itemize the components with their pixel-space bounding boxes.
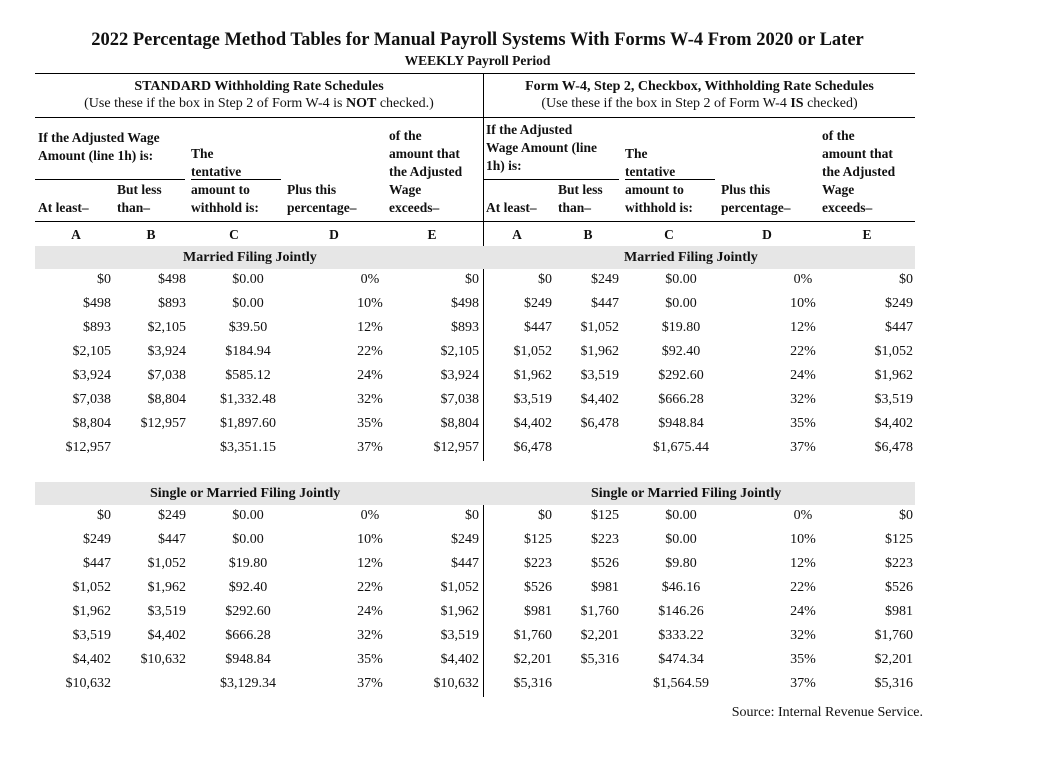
s1-left-tentative: $1,332.48 (220, 392, 276, 407)
s2-left-percentage: 35% (357, 652, 383, 667)
s1-right-percentage: 24% (790, 368, 816, 383)
s1-right-at-least: $3,519 (513, 392, 552, 407)
s2-right-percentage: 35% (790, 652, 816, 667)
header-rule (35, 117, 915, 118)
s1-right-exceeds: $1,052 (874, 344, 913, 359)
s1-right-percentage: 0% (793, 272, 813, 287)
s1-left-percentage: 35% (357, 416, 383, 431)
s2-left-tentative: $3,129.34 (220, 676, 276, 691)
s1-right-exceeds: $6,478 (874, 440, 913, 455)
section2-band (35, 482, 915, 505)
s1-left-tentative: $1,897.60 (220, 416, 276, 431)
s1-left-exceeds: $498 (451, 296, 479, 311)
s1-left-but-less: $498 (158, 272, 186, 287)
divider-header (483, 73, 484, 246)
col-letter-e-right: E (862, 227, 872, 242)
left-of-amount-header: of the amount that the Adjusted Wage exceeds– (389, 128, 463, 215)
s1-right-tentative: $666.28 (658, 392, 704, 407)
s2-left-but-less: $3,519 (147, 604, 186, 619)
s2-right-but-less: $526 (591, 556, 619, 571)
s2-left-but-less: $1,052 (147, 556, 186, 571)
s2-left-at-least: $0 (97, 508, 111, 523)
s1-right-at-least: $249 (524, 296, 552, 311)
s2-right-exceeds: $1,760 (874, 628, 913, 643)
s1-right-tentative: $92.40 (661, 344, 701, 359)
top-rule (35, 73, 915, 74)
s1-left-but-less: $7,038 (147, 368, 186, 383)
s2-right-percentage: 10% (790, 532, 816, 547)
s2-left-tentative: $19.80 (228, 556, 268, 571)
s2-left-but-less: $249 (158, 508, 186, 523)
right-plus-header: Plus this percentage– (721, 182, 791, 215)
s2-right-but-less: $2,201 (580, 628, 619, 643)
s1-right-exceeds: $4,402 (874, 416, 913, 431)
s2-left-percentage: 10% (357, 532, 383, 547)
s1-left-at-least: $0 (97, 272, 111, 287)
col-letter-c-right: C (664, 227, 674, 242)
s2-right-tentative: $474.34 (658, 652, 704, 667)
s1-left-tentative: $39.50 (228, 320, 268, 335)
s1-left-at-least: $8,804 (72, 416, 111, 431)
s2-right-tentative: $9.80 (665, 556, 697, 571)
s2-left-percentage: 32% (357, 628, 383, 643)
s1-right-exceeds: $3,519 (874, 392, 913, 407)
s2-left-but-less: $4,402 (147, 628, 186, 643)
s2-left-at-least: $249 (83, 532, 111, 547)
right-tentative-header: The tentative amount to withhold is: (625, 146, 693, 215)
s2-right-exceeds: $526 (885, 580, 913, 595)
s2-left-at-least: $1,052 (72, 580, 111, 595)
s2-left-tentative: $292.60 (225, 604, 271, 619)
s1-right-but-less: $249 (591, 272, 619, 287)
page-title: 2022 Percentage Method Tables for Manual Payroll Systems With Forms W-4 From 2020 or Later (91, 30, 864, 50)
s1-right-percentage: 12% (790, 320, 816, 335)
s2-right-but-less: $1,760 (580, 604, 619, 619)
s1-right-at-least: $0 (538, 272, 552, 287)
standard-schedule-title: STANDARD Withholding Rate Schedules (134, 79, 384, 94)
source-note: Source: Internal Revenue Service. (731, 705, 923, 720)
s1-right-at-least: $4,402 (513, 416, 552, 431)
right-but-less-header: But less than– (558, 182, 603, 215)
s1-right-at-least: $447 (524, 320, 552, 335)
s2-left-at-least: $4,402 (72, 652, 111, 667)
standard-schedule-note: (Use these if the box in Step 2 of Form W-4 is NOT checked.) (84, 96, 434, 111)
s2-right-at-least: $526 (524, 580, 552, 595)
s1-left-exceeds: $893 (451, 320, 479, 335)
s1-left-tentative: $0.00 (232, 296, 264, 311)
s1-right-at-least: $6,478 (513, 440, 552, 455)
left-but-less-header: But less than– (117, 182, 162, 215)
s2-right-exceeds: $223 (885, 556, 913, 571)
s1-right-percentage: 35% (790, 416, 816, 431)
s1-left-percentage: 37% (357, 440, 383, 455)
s1-right-exceeds: $0 (899, 272, 913, 287)
s1-left-but-less: $3,924 (147, 344, 186, 359)
checkbox-schedule-note: (Use these if the box in Step 2 of Form W-4 IS checked) (541, 96, 858, 111)
section2-left-label: Single or Married Filing Jointly (150, 486, 341, 501)
s2-right-but-less: $125 (591, 508, 619, 523)
s2-right-percentage: 0% (793, 508, 813, 523)
s2-left-but-less: $447 (158, 532, 186, 547)
s1-right-but-less: $3,519 (580, 368, 619, 383)
s2-left-percentage: 24% (357, 604, 383, 619)
s1-right-exceeds: $447 (885, 320, 913, 335)
s1-left-exceeds: $7,038 (440, 392, 479, 407)
left-plus-header: Plus this percentage– (287, 182, 357, 215)
s1-left-but-less: $893 (158, 296, 186, 311)
s2-right-tentative: $146.26 (658, 604, 704, 619)
s2-left-tentative: $948.84 (225, 652, 271, 667)
left-tentative-rule (191, 179, 281, 180)
column-letters (0, 226, 1047, 242)
s2-right-exceeds: $0 (899, 508, 913, 523)
s2-right-tentative: $0.00 (665, 532, 697, 547)
s2-left-percentage: 12% (357, 556, 383, 571)
s1-left-tentative: $0.00 (232, 272, 264, 287)
col-letter-c: C (229, 227, 239, 242)
s2-left-exceeds: $1,962 (440, 604, 479, 619)
col-letter-b: B (146, 227, 156, 242)
s1-right-exceeds: $249 (885, 296, 913, 311)
s2-left-tentative: $92.40 (228, 580, 268, 595)
s2-left-exceeds: $0 (465, 508, 479, 523)
s1-left-but-less: $2,105 (147, 320, 186, 335)
s1-left-but-less: $8,804 (147, 392, 186, 407)
section2-right-label: Single or Married Filing Jointly (591, 486, 782, 501)
s1-left-at-least: $3,924 (72, 368, 111, 383)
s2-left-tentative: $0.00 (232, 532, 264, 547)
s1-right-percentage: 10% (790, 296, 816, 311)
s2-left-tentative: $0.00 (232, 508, 264, 523)
s2-left-percentage: 0% (360, 508, 380, 523)
section1-left-label: Married Filing Jointly (183, 250, 317, 265)
s2-left-at-least: $10,632 (65, 676, 111, 691)
left-wage-header: If the Adjusted Wage Amount (line 1h) is: (38, 130, 160, 163)
page-subtitle: WEEKLY Payroll Period (404, 53, 551, 68)
s2-left-but-less: $10,632 (140, 652, 186, 667)
s1-right-tentative: $1,675.44 (653, 440, 709, 455)
s2-right-at-least: $0 (538, 508, 552, 523)
s1-left-percentage: 24% (357, 368, 383, 383)
s1-left-tentative: $585.12 (225, 368, 271, 383)
s2-right-at-least: $223 (524, 556, 552, 571)
s2-left-tentative: $666.28 (225, 628, 271, 643)
s1-left-tentative: $3,351.15 (220, 440, 276, 455)
col-letter-b-right: B (583, 227, 593, 242)
s2-left-at-least: $1,962 (72, 604, 111, 619)
right-at-least-header: At least– (486, 200, 537, 215)
s1-right-but-less: $6,478 (580, 416, 619, 431)
s1-right-tentative: $0.00 (665, 272, 697, 287)
s2-left-at-least: $3,519 (72, 628, 111, 643)
s2-left-percentage: 22% (357, 580, 383, 595)
s2-left-percentage: 37% (357, 676, 383, 691)
s2-right-at-least: $1,760 (513, 628, 552, 643)
s2-right-tentative: $0.00 (665, 508, 697, 523)
s1-left-percentage: 12% (357, 320, 383, 335)
s2-left-exceeds: $10,632 (433, 676, 479, 691)
s2-right-exceeds: $2,201 (874, 652, 913, 667)
s2-right-but-less: $5,316 (580, 652, 619, 667)
s1-right-but-less: $1,052 (580, 320, 619, 335)
s1-left-percentage: 10% (357, 296, 383, 311)
letters-top-rule (35, 221, 915, 222)
s2-left-exceeds: $1,052 (440, 580, 479, 595)
checkbox-schedule-title: Form W-4, Step 2, Checkbox, Withholding Rate Schedules (525, 79, 874, 94)
s2-right-tentative: $1,564.59 (653, 676, 709, 691)
s1-right-at-least: $1,052 (513, 344, 552, 359)
s2-right-at-least: $125 (524, 532, 552, 547)
s2-right-exceeds: $125 (885, 532, 913, 547)
s1-left-percentage: 32% (357, 392, 383, 407)
s2-right-tentative: $333.22 (658, 628, 704, 643)
right-of-amount-header: of the amount that the Adjusted Wage exceeds– (822, 128, 896, 215)
right-ab-rule (484, 179, 619, 180)
s1-right-percentage: 37% (790, 440, 816, 455)
s1-right-tentative: $948.84 (658, 416, 704, 431)
s2-right-exceeds: $981 (885, 604, 913, 619)
s2-left-but-less: $1,962 (147, 580, 186, 595)
s1-left-exceeds: $3,924 (440, 368, 479, 383)
s1-right-tentative: $292.60 (658, 368, 704, 383)
s1-left-at-least: $12,957 (65, 440, 111, 455)
s1-left-at-least: $893 (83, 320, 111, 335)
s1-left-percentage: 0% (360, 272, 380, 287)
s2-right-percentage: 24% (790, 604, 816, 619)
s1-right-tentative: $19.80 (661, 320, 701, 335)
right-wage-header: If the Adjusted Wage Amount (line 1h) is: (486, 122, 598, 173)
s2-right-percentage: 37% (790, 676, 816, 691)
s2-right-but-less: $223 (591, 532, 619, 547)
s1-left-percentage: 22% (357, 344, 383, 359)
s2-right-tentative: $46.16 (661, 580, 701, 595)
s2-right-at-least: $981 (524, 604, 552, 619)
s2-right-percentage: 32% (790, 628, 816, 643)
col-letter-a: A (71, 227, 81, 242)
s1-left-at-least: $7,038 (72, 392, 111, 407)
s2-left-exceeds: $447 (451, 556, 479, 571)
s1-left-tentative: $184.94 (225, 344, 271, 359)
s1-left-exceeds: $12,957 (433, 440, 479, 455)
s1-right-exceeds: $1,962 (874, 368, 913, 383)
col-letter-e: E (427, 227, 437, 242)
s2-right-at-least: $5,316 (513, 676, 552, 691)
s1-left-exceeds: $8,804 (440, 416, 479, 431)
s1-right-but-less: $4,402 (580, 392, 619, 407)
section1-right-label: Married Filing Jointly (624, 250, 758, 265)
s1-left-exceeds: $0 (465, 272, 479, 287)
s2-left-exceeds: $249 (451, 532, 479, 547)
s2-left-exceeds: $4,402 (440, 652, 479, 667)
s1-right-but-less: $447 (591, 296, 619, 311)
s1-left-but-less: $12,957 (140, 416, 186, 431)
s1-right-tentative: $0.00 (665, 296, 697, 311)
s1-right-percentage: 32% (790, 392, 816, 407)
s1-left-at-least: $2,105 (72, 344, 111, 359)
s1-left-exceeds: $2,105 (440, 344, 479, 359)
s2-right-percentage: 22% (790, 580, 816, 595)
s1-right-percentage: 22% (790, 344, 816, 359)
s2-left-at-least: $447 (83, 556, 111, 571)
s1-right-but-less: $1,962 (580, 344, 619, 359)
s2-left-exceeds: $3,519 (440, 628, 479, 643)
col-letter-d: D (329, 227, 339, 242)
s2-right-exceeds: $5,316 (874, 676, 913, 691)
s1-right-at-least: $1,962 (513, 368, 552, 383)
s2-right-at-least: $2,201 (513, 652, 552, 667)
s1-left-at-least: $498 (83, 296, 111, 311)
s2-right-but-less: $981 (591, 580, 619, 595)
right-tentative-rule (625, 179, 715, 180)
col-letter-a-right: A (512, 227, 522, 242)
left-ab-rule (35, 179, 185, 180)
left-at-least-header: At least– (38, 200, 89, 215)
section1-band (35, 246, 915, 269)
left-tentative-header: The tentative amount to withhold is: (191, 146, 259, 215)
col-letter-d-right: D (762, 227, 772, 242)
s2-right-percentage: 12% (790, 556, 816, 571)
